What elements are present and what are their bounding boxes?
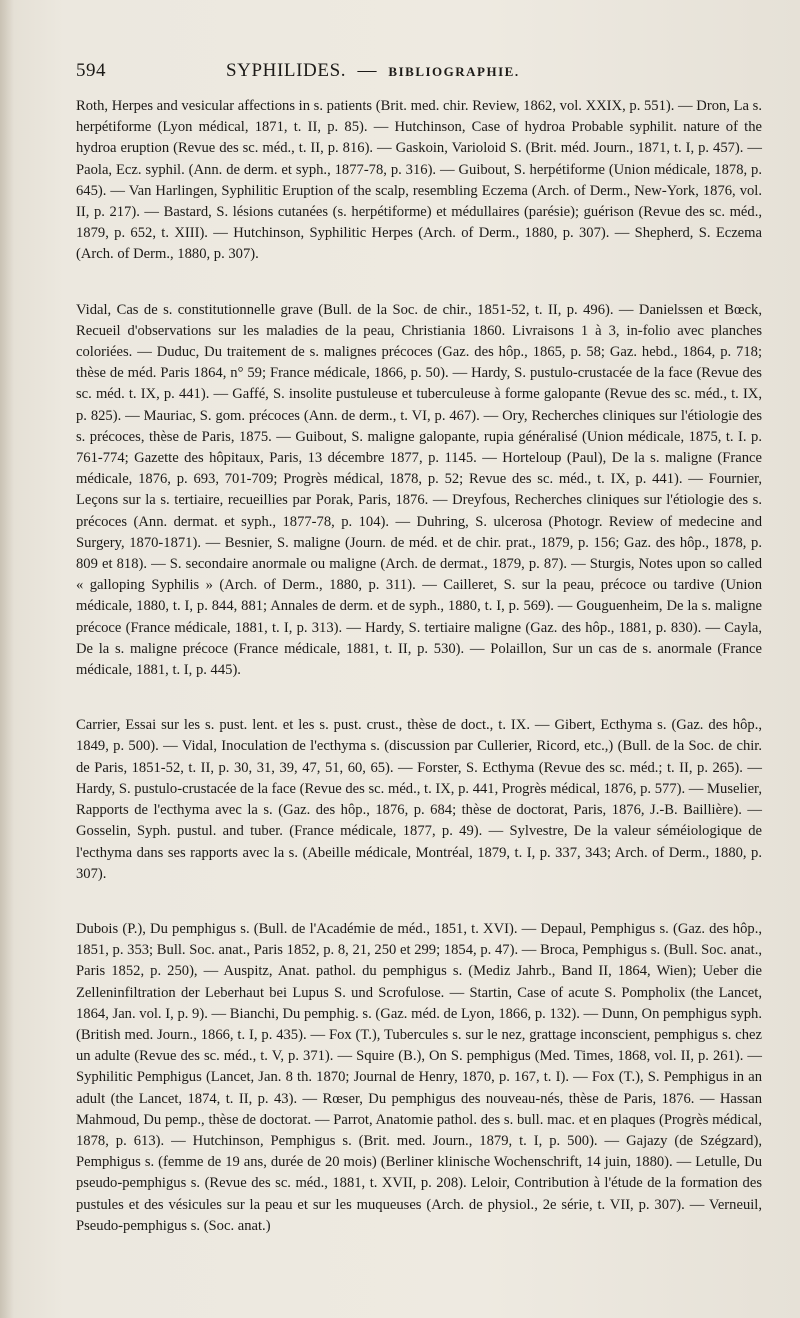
title-dash: —: [357, 60, 378, 81]
page-gutter-shadow: [0, 0, 14, 1318]
section-subtitle: BIBLIOGRAPHIE.: [388, 64, 520, 79]
bibliography-paragraph-pemphigus: Dubois (P.), Du pemphigus s. (Bull. de l'Académie de méd., 1851, t. XVI). — Depaul, Pemphigus s. (Gaz. des hôp., 1851, p. 353; Bull. Soc. anat., Paris 1852, p. 8, 21, 250 et 299; 1854, p. 47). — Broca, Pemphigus s. (Bull. Soc. anat., Paris 1852, p. 250), — Auspitz, Anat. pathol. du pemphigus s. (Mediz Jahrb., Band II, 1864, Wien); Ueber die Zelleninfiltration der Leberhaut bei Lupus S. und Scrofulose. — Startin, Case of acute S. Pompholix (the Lancet, 1864, Jan. vol. I, p. 9). — Bianchi, Du pemphig. s. (Gaz. méd. de Lyon, 1866, p. 132). — Dunn, On pemphigus syph. (British med. Journ., 1866, t. I, p. 435). — Fox (T.), Tubercules s. sur le nez, grattage inconscient, pemphigus s. chez un adulte (Revue des sc. méd., t. V, p. 371). — Squire (B.), On S. pemphigus (Med. Times, 1868, vol. II, p. 261). — Syphilitic Pemphigus (Lancet, Jan. 8 th. 1870; Journal de Henry, 1870, p. 167, t. I). — Fox (T.), S. Pemphigus in an adult (the Lancet, 1874, t. II, p. 43). — Rœser, Du pemphigus des nouveau-nés, thèse de Paris, 1876. — Hassan Mahmoud, Du pemp., thèse de doctorat. — Parrot, Anatomie pathol. des s. bull. mac. et en plaques (Progrès médical, 1878, p. 613). — Hutchinson, Pemphigus s. (Brit. med. Journ., 1879, t. I, p. 500). — Gajazy (de Szégzard), Pemphigus s. (femme de 19 ans, durée de 20 mois) (Berliner klinische Wochenschrift, 14 juin, 1880). — Letulle, Du pseudo-pemphigus s. (Revue des sc. méd., 1881, t. XVII, p. 208). Leloir, Contribution à l'étude de la formation des pustules et des vésicules sur la peau et sur les muqueuses (Arch. de physiol., 2e série, t. VII, p. 307). — Verneuil, Pseudo-pemphigus s. (Soc. anat.): [76, 920, 762, 1234]
bibliography-paragraph-ecthyma: Carrier, Essai sur les s. pust. lent. et les s. pust. crust., thèse de doct., t. IX. — Gibert, Ecthyma s. (Gaz. des hôp., 1849, p. 500). — Vidal, Inoculation de l'ecthyma s. (discussion par Cullerier, Ricord, etc.,) (Bull. de la Soc. de chir. de Paris, 1851-52, t. II, p. 30, 31, 39, 47, 51, 60, 65). — Forster, S. Ecthyma (Revue des sc. méd.; t. II, p. 265). — Hardy, S. pustulo-crustacée de la face (Revue des sc. méd., t. IX, p. 441, Progrès médical, 1876, p. 577). — Muselier, Rapports de l'ecthyma avec la s. (Gaz. des hôp., 1876, p. 684; thèse de doctorat, Paris, 1876, J.-B. Baillière). — Gosselin, Syph. pustul. and tuber. (France médicale, 1877, p. 49). — Sylvestre, De la valeur séméiologique de l'ecthyma dans ses rapports avec la s. (Abeille médicale, Montréal, 1879, t. I, p. 337, 343; Arch. of Derm., 1880, p. 307).: [76, 717, 762, 882]
chapter-title: SYPHILIDES.: [226, 60, 347, 81]
running-title: [226, 60, 520, 82]
bibliography-paragraph-herpes: Roth, Herpes and vesicular affections in s. patients (Brit. med. chir. Review, 1862, vol. XXIX, p. 551). — Dron, La s. herpétiforme (Lyon médical, 1871, t. II, p. 85). — Hutchinson, Case of hydroa Probable syphilit. nature of the hydroa eruption (Revue des sc. méd., t. II, p. 816). — Gaskoin, Varioloid S. (Brit. méd. Journ., 1871, t. I, p. 457). — Paola, Ecz. syphil. (Ann. de derm. et syph., 1877-78, p. 316). — Guibout, S. herpétiforme (Union médicale, 1878, p. 645). — Van Harlingen, Syphilitic Eruption of the scalp, resembling Eczema (Arch. of Derm., New-York, 1876, vol. II, p. 217). — Bastard, S. lésions cutanées (s. herpétiforme) et médullaires (parésie); guérison (Revue des sc. méd., 1879, p. 652, t. XIII). — Hutchinson, Syphilitic Herpes (Arch. of Derm., 1880, p. 307). — Shepherd, S. Eczema (Arch. of Derm., 1880, p. 307).: [76, 98, 762, 263]
page-number: 594: [76, 60, 106, 81]
running-header: [76, 60, 762, 82]
bibliography-paragraph-malignant: Vidal, Cas de s. constitutionnelle grave (Bull. de la Soc. de chir., 1851-52, t. II, p. 496). — Danielssen et Bœck, Recueil d'observations sur les maladies de la peau, Christiania 1860. Livraisons 1 à 3, in-folio avec planches coloriées. — Duduc, Du traitement de s. malignes précoces (Gaz. des hôp., 1865, p. 58; Gaz. hebd., 1864, p. 718; thèse de méd. Paris 1864, n° 59; France médicale, 1866, p. 50). — Hardy, S. pustulo-crustacée de la face (Revue des sc. méd. t. IX, p. 441). — Gaffé, S. insolite pustuleuse et tuberculeuse à forme galopante (Revue des sc. méd., t. IX, p. 825). — Mauriac, S. gom. précoces (Ann. de derm., t. VI, p. 467). — Ory, Recherches cliniques sur l'étiologie des s. précoces, thèse de Paris, 1875. — Guibout, S. maligne galopante, rupia généralisé (Union médicale, 1875, t. I. p. 761-774; Gazette des hôpitaux, Paris, 13 décembre 1877, p. 1145. — Horteloup (Paul), De la s. maligne (France médicale, 1876, p. 693, 701-709; Progrès médical, 1878, p. 52; Revue des sc. méd., t. IX, p. 441). — Fournier, Leçons sur la s. tertiaire, recueillies par Porak, Paris, 1876. — Dreyfous, Recherches cliniques sur l'étiologie des s. précoces (Ann. dermat. et syph., 1877-78, p. 104). — Duhring, S. ulcerosa (Photogr. Review of medecine and Surgery, 1870-1871). — Besnier, S. maligne (Journ. de méd. et de chir. prat., 1879, p. 156; Gaz. des hôp., 1878, p. 809 et 818). — S. secondaire anormale ou maligne (Arch. de dermat., 1879, p. 87). — Sturgis, Notes upon so called « galloping Syphilis » (Arch. of Derm., 1880, p. 311). — Cailleret, S. sur la peau, précoce ou tardive (Union médicale, 1880, t. I, p. 844, 881; Annales de derm. et de syph., 1880, t. I, p. 569). — Gouguenheim, De la s. maligne précoce (France médicale, 1881, t. I, p. 313). — Hardy, S. tertiaire maligne (Gaz. des hôp., 1881, p. 830). — Cayla, De la s. maligne précoce (France médicale, 1881, t. II, p. 530). — Polaillon, Sur un cas de s. anormale (France médicale, 1881, t. I, p. 445).: [76, 301, 762, 679]
